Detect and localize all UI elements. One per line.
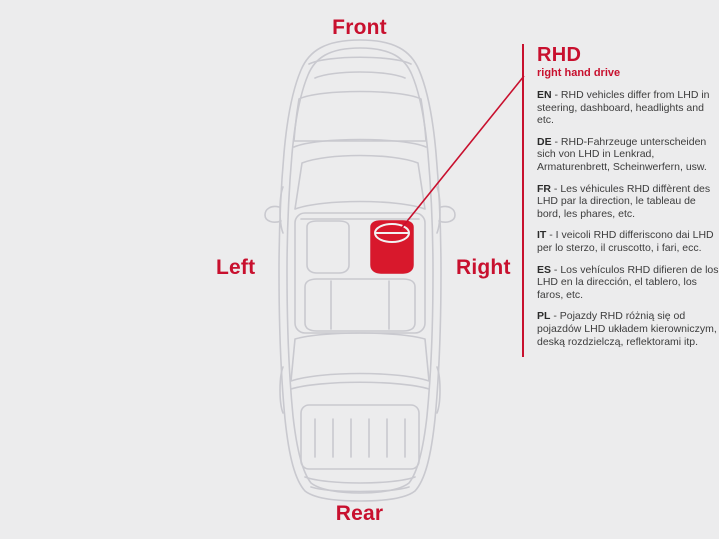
language-code-de: DE xyxy=(537,135,552,148)
description-pl xyxy=(537,310,719,348)
steering-wheel-highlight xyxy=(371,221,413,273)
direction-label-rear: Rear xyxy=(335,502,384,525)
description-text-en: - RHD vehicles differ from LHD in steering, dashboard, headlights and etc. xyxy=(537,89,710,127)
description-fr xyxy=(537,183,719,221)
description-text-de: - RHD-Fahrzeuge unterscheiden sich von LHD in Lenkrad, Armaturenbrett, Scheinwerfern, usw. xyxy=(537,135,707,173)
language-code-pl: PL xyxy=(537,310,551,323)
language-code-es: ES xyxy=(537,263,552,276)
language-code-it: IT xyxy=(537,229,547,242)
description-de xyxy=(537,136,719,174)
description-en xyxy=(537,89,719,127)
rhd-info-panel xyxy=(522,44,719,357)
description-it xyxy=(537,229,719,254)
description-text-it: - I veicoli RHD differiscono dai LHD per lo sterzo, il cruscotto, i fari, ecc. xyxy=(537,229,714,254)
description-text-pl: - Pojazdy RHD różnią się od pojazdów LHD układem kierowniczym, deską rozdzielczą, reflektorami itp. xyxy=(537,310,717,348)
language-code-fr: FR xyxy=(537,182,551,195)
language-code-en: EN xyxy=(537,89,552,101)
info-title: RHD xyxy=(537,44,582,66)
direction-label-right: Right xyxy=(456,256,511,279)
description-text-fr: - Les véhicules RHD diffèrent des LHD par la direction, le tableau de bord, les phares, etc. xyxy=(537,182,711,220)
direction-label-front: Front xyxy=(332,16,387,39)
info-subtitle: right hand drive xyxy=(537,67,621,79)
car-top-view-illustration xyxy=(247,37,473,502)
direction-label-left: Left xyxy=(216,256,256,279)
description-text-es: - Los vehículos RHD difieren de los LHD en la dirección, el tablero, los faros, etc. xyxy=(537,263,719,301)
description-es xyxy=(537,264,719,302)
